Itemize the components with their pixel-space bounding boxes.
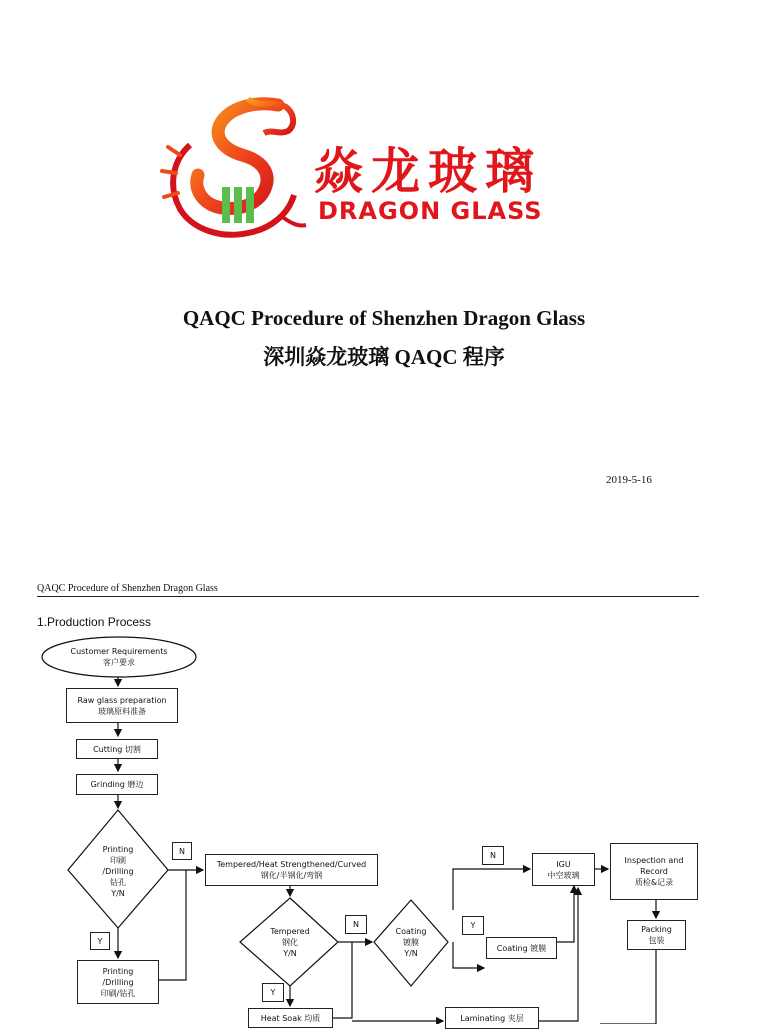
printing-decision-line-2: 印刷: [110, 855, 126, 865]
coating-decision-line-1: Coating: [395, 926, 427, 936]
customer-requirements-node: [52, 643, 186, 671]
grinding-label: Grinding 磨边: [90, 780, 144, 789]
igu-node: [532, 853, 595, 886]
inspection-line-1: Inspection and: [624, 856, 684, 865]
coating-decision-node: [386, 924, 436, 960]
tempered-process-cn: 钢化/半钢化/弯钢: [260, 871, 323, 880]
customer-label-en: Customer Requirements: [70, 647, 168, 656]
yes-label-printing: [90, 932, 110, 950]
no-text: N: [179, 846, 185, 856]
no-text: N: [353, 920, 359, 929]
coating-process-node: [486, 937, 557, 959]
packing-label-cn: 包装: [648, 936, 665, 945]
igu-label-en: IGU: [556, 859, 571, 869]
raw-glass-node: [66, 688, 178, 723]
logo-chinese-text: 焱龙玻璃: [314, 143, 543, 200]
printing-decision-line-5: Y/N: [111, 888, 125, 898]
customer-label-cn: 客户要求: [103, 658, 135, 667]
inspection-line-3: 质检&记录: [634, 878, 674, 887]
igu-label-cn: 中空玻璃: [547, 870, 580, 880]
yes-label-coating: [462, 916, 484, 935]
inspection-line-2: Record: [640, 867, 668, 876]
logo-english-text: DRAGON GLASS: [318, 197, 543, 225]
document-title-en: QAQC Procedure of Shenzhen Dragon Glass: [182, 306, 586, 330]
section-title: 1.Production Process: [37, 615, 152, 629]
laminating-label: Laminating 夹层: [460, 1013, 524, 1023]
printing-drilling-node: [77, 960, 159, 1004]
cutting-node: [76, 739, 158, 759]
printing-decision-line-3: /Drilling: [102, 866, 134, 876]
raw-glass-label-cn: 玻璃原料准备: [98, 706, 146, 716]
grinding-node: [76, 774, 158, 795]
inspection-record-node: [610, 843, 698, 900]
packing-node: [627, 920, 686, 950]
coating-process-label: Coating 镀膜: [496, 943, 547, 953]
printing-decision-node: [88, 840, 148, 902]
printing-decision-line-4: 钻孔: [110, 877, 126, 887]
page-header: QAQC Procedure of Shenzhen Dragon Glass: [37, 583, 218, 594]
printing-box-line-3: 印刷/钻孔: [100, 988, 136, 998]
heat-soak-node: [248, 1008, 333, 1028]
tempered-process-en: Tempered/Heat Strengthened/Curved: [216, 860, 367, 869]
laminating-node: [445, 1007, 539, 1029]
printing-box-line-1: Printing: [102, 966, 134, 976]
cutting-label: Cutting 切割: [93, 744, 141, 754]
yes-text: Y: [97, 936, 103, 946]
no-label-coating: [482, 846, 504, 865]
document-title-cn: 深圳焱龙玻璃 QAQC 程序: [263, 345, 505, 369]
no-text: N: [490, 851, 496, 860]
coating-decision-line-2: 镀膜: [403, 937, 419, 947]
raw-glass-label-en: Raw glass preparation: [77, 695, 167, 705]
printing-decision-line-1: Printing: [102, 844, 134, 854]
no-label-printing: [172, 842, 192, 860]
tempered-decision-node: [262, 924, 318, 960]
yes-text: Y: [470, 921, 476, 930]
yes-text: Y: [270, 988, 276, 997]
document-date: 2019-5-16: [606, 474, 652, 486]
printing-box-line-2: /Drilling: [102, 977, 134, 987]
no-label-tempered: [345, 915, 367, 934]
coating-decision-line-3: Y/N: [404, 948, 418, 958]
tempered-decision-line-3: Y/N: [283, 948, 297, 958]
heat-soak-label: Heat Soak 均质: [260, 1013, 321, 1023]
packing-label-en: Packing: [641, 925, 672, 934]
tempered-process-node: [205, 854, 378, 886]
tempered-decision-line-1: Tempered: [270, 926, 310, 936]
tempered-decision-line-2: 钢化: [282, 937, 298, 947]
yes-label-tempered: [262, 983, 284, 1002]
